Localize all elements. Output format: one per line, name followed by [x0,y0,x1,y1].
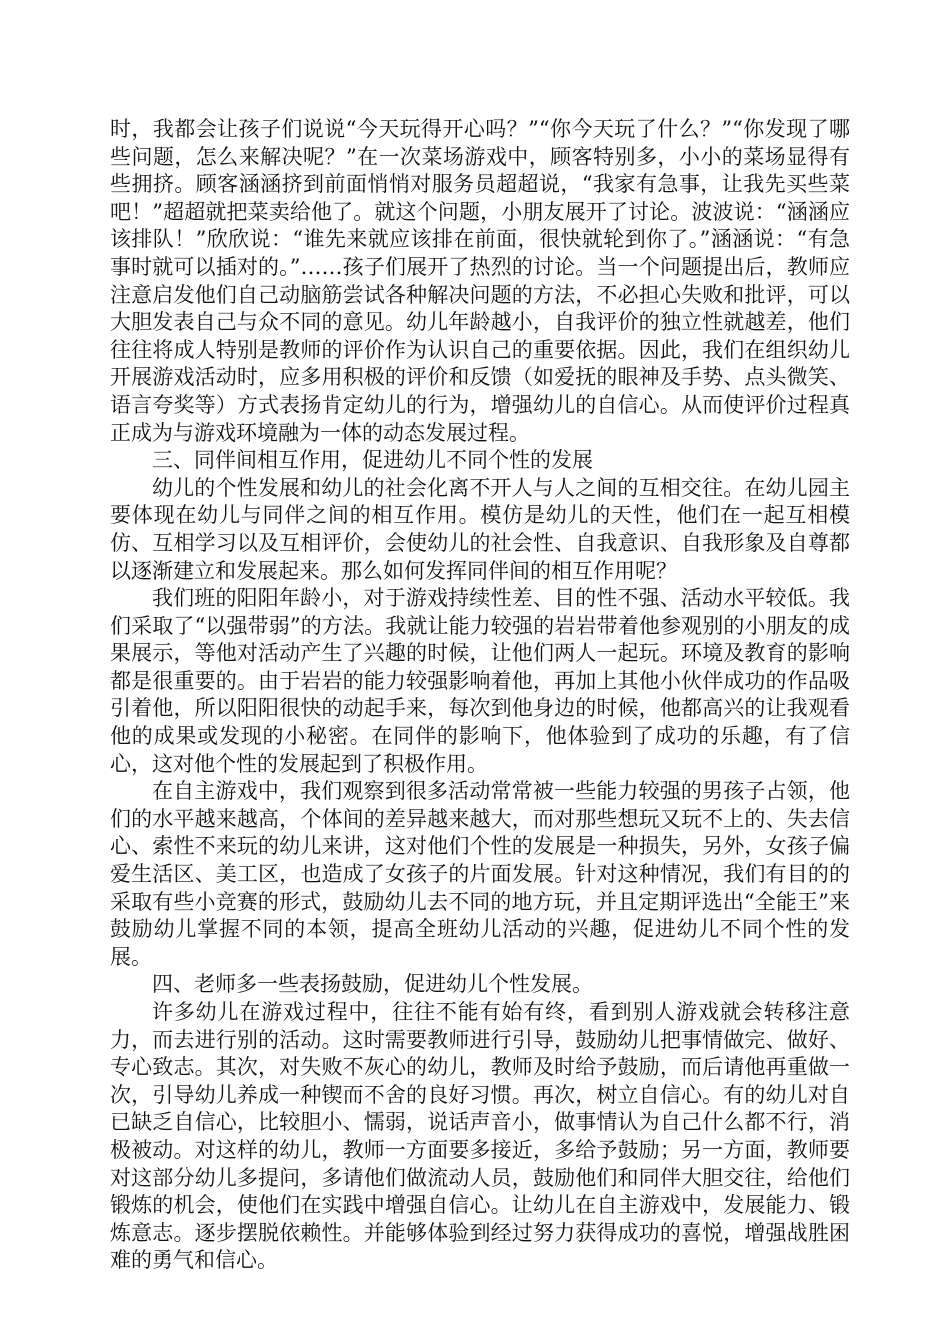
paragraph-1: 时，我都会让孩子们说说“今天玩得开心吗？”“你今天玩了什么？”“你发现了哪些问题，怎么来解决呢？”在一次菜场游戏中，顾客特别多，小小的菜场显得有些拥挤。顾客涵涵挤到前面悄悄对服务员超超说，“我家有急事，让我先买些菜吧！”超超就把菜卖给他了。就这个问题，小朋友展开了讨论。波波说：“涵涵应该排队！”欣欣说：“谁先来就应该排在前面，很快就轮到你了。”涵涵说：“有急事时就可以插对的。”……孩子们展开了热烈的讨论。当一个问题提出后，教师应注意启发他们自己动脑筋尝试各种解决问题的方法，不必担心失败和批评，可以大胆发表自己与众不同的意见。幼儿年龄越小，自我评价的独立性就越差，他们往往将成人特别是教师的评价作为认识自己的重要依据。因此，我们在组织幼儿开展游戏活动时，应多用积极的评价和反馈（如爱抚的眼神及手势、点头微笑、语言夸奖等）方式表扬肯定幼儿的行为，增强幼儿的自信心。从而使评价过程真正成为与游戏环境融为一体的动态发展过程。 [110,117,850,445]
paragraph-2: 幼儿的个性发展和幼儿的社会化离不开人与人之间的互相交往。在幼儿园主要体现在幼儿与同伴之间的相互作用。模仿是幼儿的天性，他们在一起互相模仿、互相学习以及互相评价，会使幼儿的社会性、自我意识、自我形象及自尊都以逐渐建立和发展起来。那么如何发挥同伴间的相互作用呢？ [110,475,850,583]
paragraph-3: 我们班的阳阳年龄小，对于游戏持续性差、目的性不强、活动水平较低。我们采取了“以强带弱”的方法。我就让能力较强的岩岩带着他参观别的小朋友的成果展示，等他对活动产生了兴趣的时候，让他们两人一起玩。环境及教育的影响都是很重要的。由于岩岩的能力较强影响着他，再加上其他小伙伴成功的作品吸引着他，所以阳阳很快的动起手来，每次到他身边的时候，他都高兴的让我观看他的成果或发现的小秘密。在同伴的影响下，他体验到了成功的乐趣，有了信心，这对他个性的发展起到了积极作用。 [110,586,850,776]
section-heading-3: 三、同伴间相互作用，促进幼儿不同个性的发展 [152,448,593,473]
paragraph-4: 在自主游戏中，我们观察到很多活动常常被一些能力较强的男孩子占领，他们的水平越来越高，个体间的差异越来越大，而对那些想玩又玩不上的、失去信心、索性不来玩的幼儿来讲，这对他们个性的发展是一种损失，另外，女孩子偏爱生活区、美工区，也造成了女孩子的片面发展。针对这种情况，我们有目的的采取有些小竞赛的形式，鼓励幼儿去不同的地方玩，并且定期评选出“全能王”来鼓励幼儿掌握不同的本领，提高全班幼儿活动的兴趣，促进幼儿不同个性的发展。 [110,779,850,969]
paragraph-5: 许多幼儿在游戏过程中，往往不能有始有终，看到别人游戏就会转移注意力，而去进行别的活动。这时需要教师进行引导，鼓励幼儿把事情做完、做好、专心致志。其次，对失败不灰心的幼儿，教师及时给予鼓励，而后请他再重做一次，引导幼儿养成一种锲而不舍的良好习惯。再次，树立自信心。有的幼儿对自已缺乏自信心，比较胆小、懦弱，说话声音小，做事情认为自己什么都不行，消极被动。对这样的幼儿，教师一方面要多接近，多给予鼓励；另一方面，教师要对这部分幼儿多提问，多请他们做流动人员，鼓励他们和同伴大胆交往，给他们锻炼的机会，使他们在实践中增强自信心。让幼儿在自主游戏中，发展能力、锻炼意志。逐步摆脱依赖性。并能够体验到经过努力获得成功的喜悦，增强战胜困难的勇气和信心。 [110,1000,850,1273]
document-page [110,116,850,1275]
section-heading-4: 四、老师多一些表扬鼓励，促进幼儿个性发展。 [152,972,593,997]
